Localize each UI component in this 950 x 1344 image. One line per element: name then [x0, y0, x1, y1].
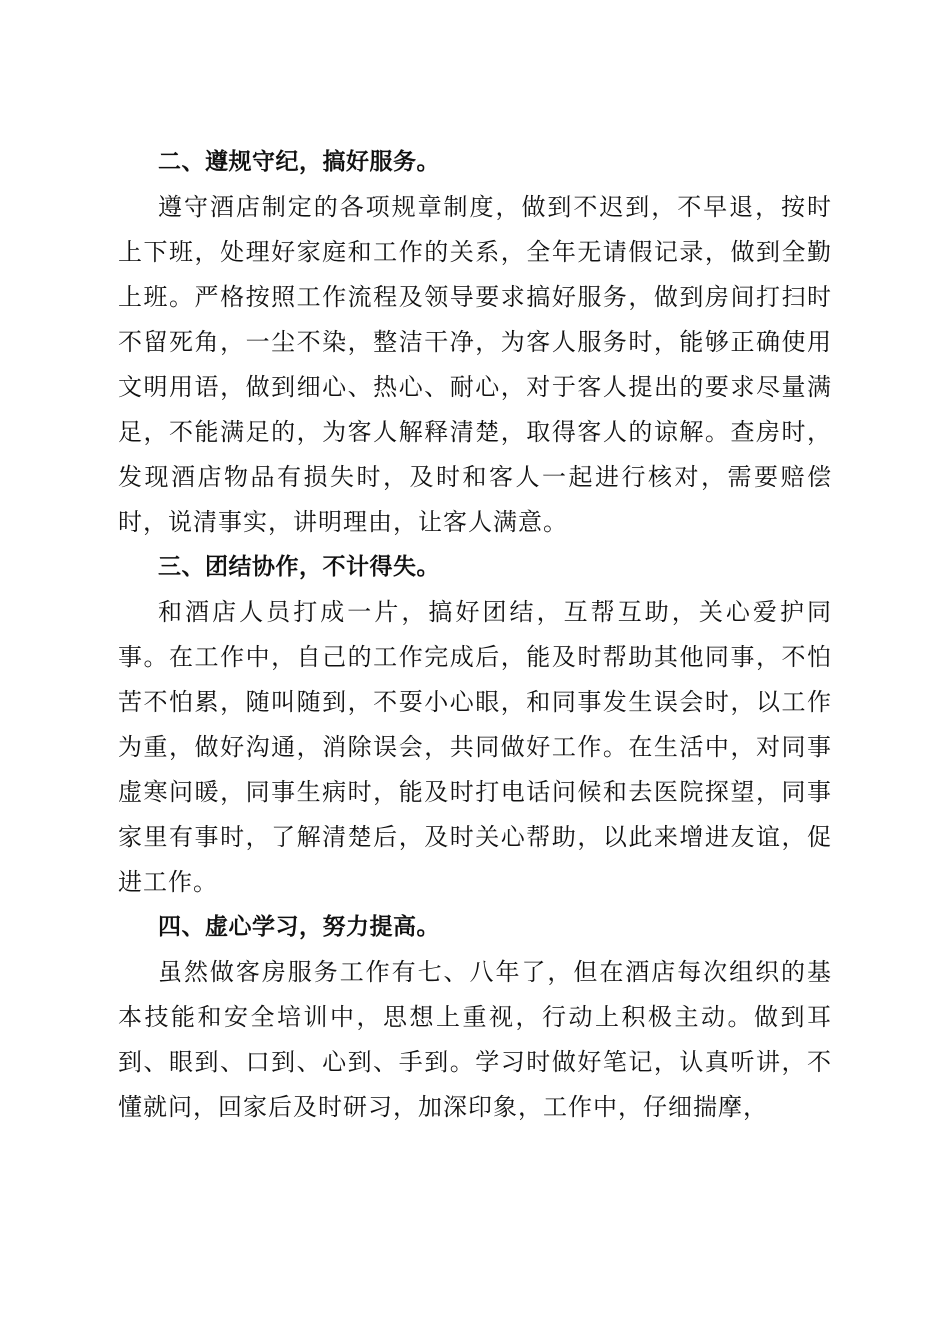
section-paragraph-3: 和酒店人员打成一片，搞好团结，互帮互助，关心爱护同事。在工作中，自己的工作完成后，能及时帮助其他同事，不怕苦不怕累，随叫随到，不耍小心眼，和同事发生误会时，以工作为重，做好沟通，消除误会，共同做好工作。在生活中，对同事虚寒问暖，同事生病时，能及时打电话问候和去医院探望，同事家里有事时，了解清楚后，及时关心帮助，以此来增进友谊，促进工作。 [118, 598, 832, 896]
section-paragraph-2: 遵守酒店制定的各项规章制度，做到不迟到，不早退，按时上下班，处理好家庭和工作的关系，全年无请假记录，做到全勤上班。严格按照工作流程及领导要求搞好服务，做到房间打扫时不留死角，一尘不染，整洁干净，为客人服务时，能够正确使用文明用语，做到细心、热心、耐心，对于客人提出的要求尽量满足，不能满足的，为客人解释清楚，取得客人的谅解。查房时，发现酒店物品有损失时，及时和客人一起进行核对，需要赔偿时，说清事实，讲明理由，让客人满意。 [118, 193, 832, 536]
section-heading-2: 二、遵规守纪，搞好服务。 [158, 149, 440, 175]
section-paragraph-4: 虽然做客房服务工作有七、八年了，但在酒店每次组织的基本技能和安全培训中，思想上重视，行动上积极主动。做到耳到、眼到、口到、心到、手到。学习时做好笔记，认真听讲，不懂就问，回家后及时研习，加深印象，工作中，仔细揣摩， [118, 958, 832, 1121]
section-heading-4: 四、虚心学习，努力提高。 [158, 914, 440, 940]
section-heading-3: 三、团结协作，不计得失。 [158, 554, 440, 580]
document-body [118, 140, 832, 1130]
